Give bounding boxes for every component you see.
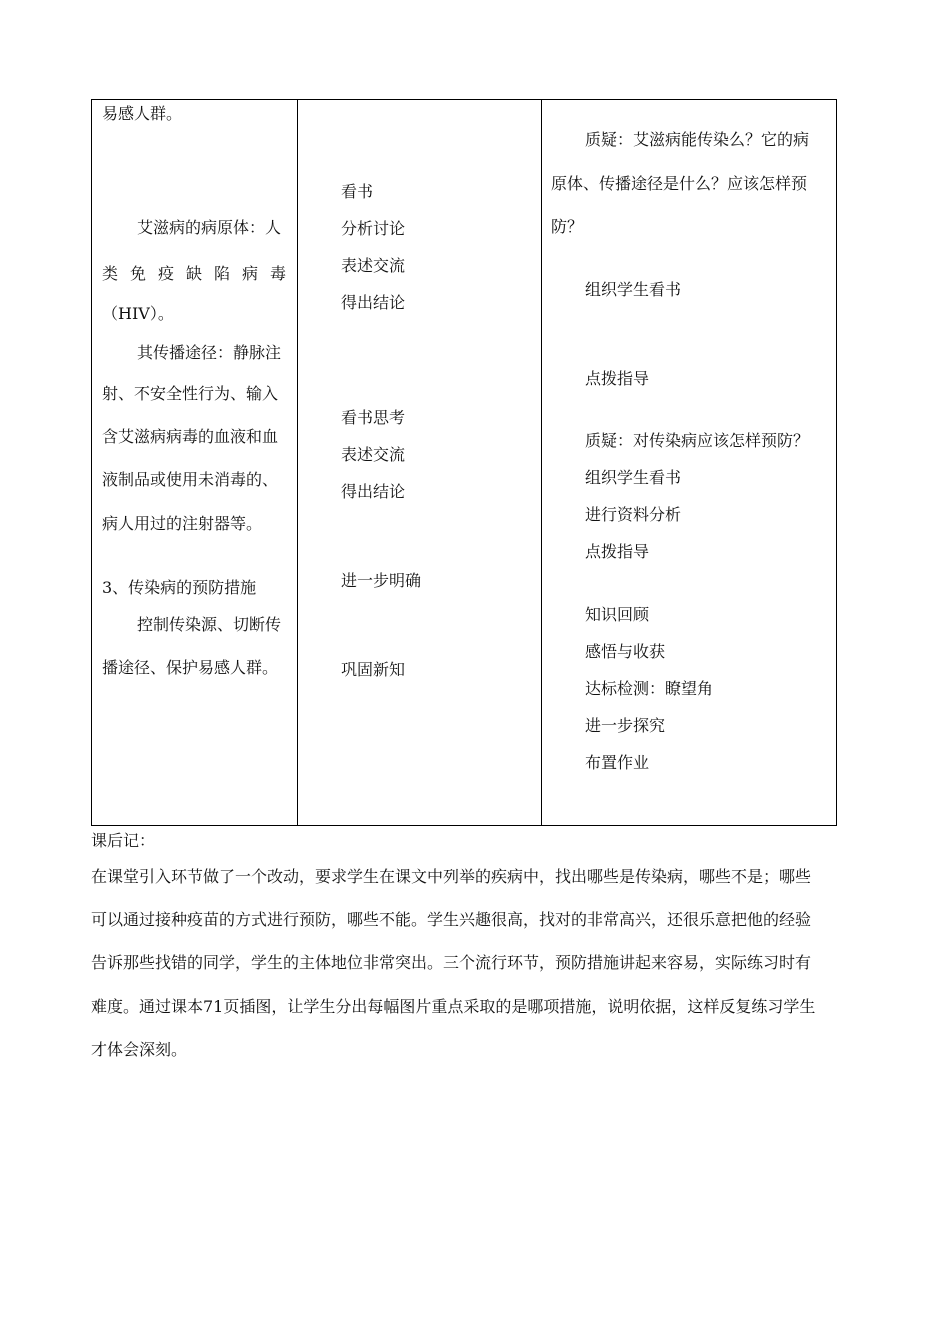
- notes-line: 告诉那些找错的同学，学生的主体地位非常突出。三个流行环节，预防措施讲起来容易，实际练习时有: [91, 953, 812, 972]
- notes-line: 可以通过接种疫苗的方式进行预防，哪些不能。学生兴趣很高，找对的非常高兴，还很乐意把他的经验: [91, 910, 812, 929]
- col1-line: 易感人群。: [102, 104, 183, 123]
- col3-line: 布置作业: [585, 753, 650, 772]
- col1-line: （HIV）。: [102, 304, 174, 323]
- col3-line: 点拨指导: [585, 369, 650, 388]
- column-divider: [297, 99, 298, 826]
- col1-line: 其传播途径：静脉注: [137, 343, 282, 362]
- col3-line: 组织学生看书: [585, 468, 682, 487]
- column-divider: [541, 99, 542, 826]
- section-heading: 3、传染病的预防措施: [102, 578, 257, 597]
- col1-line: 控制传染源、切断传: [137, 615, 282, 634]
- col1-line: 液制品或使用未消毒的、: [102, 470, 279, 489]
- col2-line: 得出结论: [341, 482, 406, 501]
- notes-line: 难度。通过课本71页插图，让学生分出每幅图片重点采取的是哪项措施，说明依据，这样反复练习学生: [91, 997, 816, 1016]
- notes-heading: 课后记：: [91, 831, 156, 850]
- col2-line: 得出结论: [341, 293, 406, 312]
- col3-line: 防？: [551, 217, 584, 236]
- col1-line: 病人用过的注射器等。: [102, 514, 263, 533]
- col3-line: 质疑：艾滋病能传染么？它的病: [585, 130, 810, 149]
- col1-line: 射、不安全性行为、输入: [102, 384, 279, 403]
- col3-line: 质疑：对传染病应该怎样预防？: [585, 431, 810, 450]
- col3-line: 进行资料分析: [585, 505, 682, 524]
- col2-line: 巩固新知: [341, 660, 406, 679]
- col3-line: 达标检测：瞭望角: [585, 679, 714, 698]
- col1-line: 含艾滋病病毒的血液和血: [102, 427, 279, 446]
- lesson-table: [91, 99, 837, 826]
- col2-line: 表述交流: [341, 445, 406, 464]
- col3-line: 感悟与收获: [585, 642, 666, 661]
- col2-line: 看书: [341, 182, 374, 201]
- col1-line: 艾滋病的病原体：人: [137, 218, 282, 237]
- notes-line: 在课堂引入环节做了一个改动，要求学生在课文中列举的疾病中，找出哪些是传染病，哪些不是；哪些: [91, 867, 812, 886]
- col2-line: 看书思考: [341, 408, 406, 427]
- col3-line: 知识回顾: [585, 605, 650, 624]
- col1-line: 播途径、保护易感人群。: [102, 658, 279, 677]
- col2-line: 分析讨论: [341, 219, 406, 238]
- col2-line: 进一步明确: [341, 571, 422, 590]
- col2-line: 表述交流: [341, 256, 406, 275]
- col1-line: 类免疫缺陷病毒: [102, 264, 286, 283]
- col3-line: 进一步探究: [585, 716, 666, 735]
- col3-line: 点拨指导: [585, 542, 650, 561]
- col3-line: 组织学生看书: [585, 280, 682, 299]
- notes-line: 才体会深刻。: [91, 1040, 188, 1059]
- col3-line: 原体、传播途径是什么？应该怎样预: [551, 174, 808, 193]
